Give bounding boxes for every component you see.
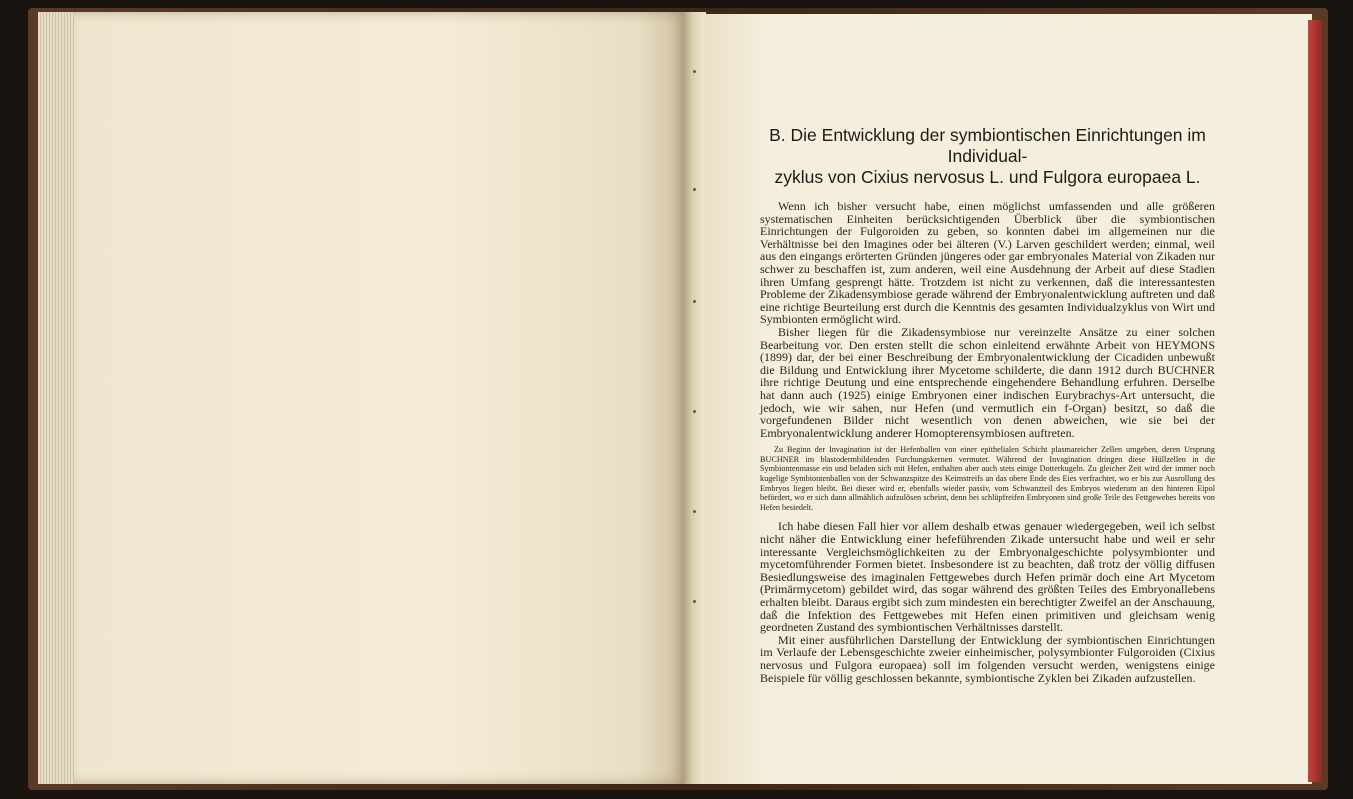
binding-mark — [693, 510, 696, 513]
paragraph-2: Bisher liegen für die Zikadensymbiose nur vereinzelte Ansätze zu einer solchen Bearbeitung vor. Den ersten stellt die schon einleitend erwähnte Arbeit von HEYMONS (1899) dar, der bei einer Beschreibung der Embryonalentwicklung der Cicadiden unbewußt die Bildung und Entwicklung ihrer Mycetome schilderte, die dann 1912 durch BUCHNER ihre richtige Deutung und eine entsprechende eingehendere Behandlung erfuhren. Derselbe hat dann auch (1925) einige Embryonen einer indischen Eurybrachys-Art untersucht, die jedoch, wie wir sahen, nur Hefen (und vermutlich ein f-Organ) besitzt, so daß die vorgefundenen Bilder nicht wesentlich von denen abweichen, wie sie bei der Embryonalentwicklung anderer Homopterensymbiosen auftreten. — [760, 324, 1215, 440]
page-edges — [38, 12, 78, 784]
small-print-paragraph: Zu Beginn der Invagination ist der Hefenballen von einer epithelialen Schicht plasmareicher Zellen umgeben, deren Ursprung BUCHNER im blastodermbildenden Furchungskernen vermutet. Während der Invagination dringen diese Hüllzellen in die Symbiontenmasse ein und beladen sich mit Hefen, enthalten aber auch stets einige Dotterkugeln. Zu gleicher Zeit wird der immer noch kugelige Symbiontenballen von der Schwanzspitze des Keimstreifs an das obere Ende des Eies verfrachtet, wo er bis zur Ausrollung des Embryos liegen bleibt. Bei dieser wird er, ebenfalls wieder passiv, vom Schwanzteil des Embryos wiederum an den hinteren Eipol befördert, wo er sich dann allmählich aufzulösen scheint, denn bei schlüpfreifen Embryonen sind große Teile des Fettgewebes bereits von Hefen besiedelt. — [760, 445, 1215, 512]
paragraph-4: Mit einer ausführlichen Darstellung der Entwicklung der symbiontischen Einrichtungen im Verlaufe der Lebensgeschichte zweier einheimischer, polysymbionter Fulgoroiden (Cixius nervosus und Fulgora europaea) soll im folgenden versucht werden, wenigstens einige Beispiele für völlig geschlossen bekannte, symbiontische Zyklen bei Zikaden aufzustellen. — [760, 632, 1215, 685]
binding-mark — [693, 410, 696, 413]
left-page-blank — [74, 12, 686, 784]
binding-mark — [693, 70, 696, 73]
binding-mark — [693, 600, 696, 603]
binding-mark — [693, 300, 696, 303]
right-cover-edge — [1308, 20, 1322, 782]
right-page-text — [760, 125, 1215, 684]
section-heading — [760, 125, 1215, 188]
section-heading-line1: B. Die Entwicklung der symbiontischen Einrichtungen im Individual- — [769, 125, 1206, 166]
binding-mark — [693, 188, 696, 191]
book-gutter — [684, 12, 706, 784]
section-heading-line2: zyklus von Cixius nervosus L. und Fulgora europaea L. — [774, 167, 1201, 187]
paragraph-3: Ich habe diesen Fall hier vor allem deshalb etwas genauer wiedergegeben, weil ich selbst nicht näher die Entwicklung einer hefeführenden Zikade untersucht habe und weil er sehr interessante Vergleichsmöglichkeiten zu der Embryonalgeschichte polysymbionter und mycetomführender Formen bietet. Insbesondere ist zu beachten, daß trotz der völlig diffusen Besiedlungsweise des imaginalen Fettgewebes durch Hefen primär doch eine Art Mycetom (Primärmycetom) gebildet wird, das sogar während des größten Teiles des Embryonallebens erhalten bleibt. Daraus ergibt sich zum mindesten ein berechtigter Zweifel an der Anschauung, daß die Infektion des Fettgewebes mit Hefen einen primitiven und gleichsam wenig geordneten Zustand des symbiontischen Verhältnisses darstellt. — [760, 519, 1215, 635]
paragraph-1: Wenn ich bisher versucht habe, einen möglichst umfassenden und alle größeren systematischen Einheiten berücksichtigenden Überblick über die symbiontischen Einrichtungen der Fulgoroiden zu geben, so konnten dabei im allgemeinen nur die Verhältnisse bei den Imagines oder bei älteren (V.) Larven geschildert werden; einmal, weil aus den eingangs erörterten Gründen jüngeres oder gar embryonales Material von Zikaden nur schwer zu beschaffen ist, zum anderen, weil eine Ausdehnung der Arbeit auf diese Stadien ihren Umfang gesprengt hätte. Trotzdem ist nicht zu verkennen, daß die interessantesten Probleme der Zikadensymbiose gerade während der Embryonalentwicklung auftreten und daß eine richtige Beurteilung erst durch die Kenntnis des gesamten Individualzyklus von Wirt und Symbionten ermöglicht wird. — [760, 199, 1215, 327]
